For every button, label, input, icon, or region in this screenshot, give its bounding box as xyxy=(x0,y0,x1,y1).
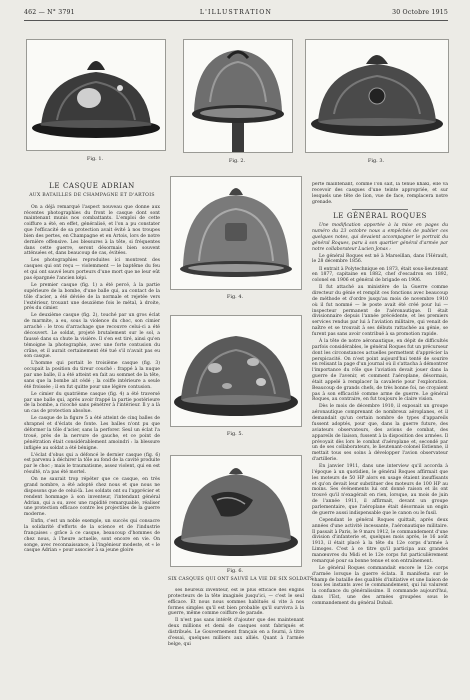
helmet-photo-fig3 xyxy=(305,39,449,153)
roques-paragraph: Il entrait à Polytechnique en 1873, était sous-lieutenant en 1877, capitaine en 1882, chef d'escadron en 1892, colonel en 1906 et général de brigade en 1906. xyxy=(312,266,448,284)
helmet-photo-fig2 xyxy=(183,39,293,153)
figures-group-caption: SIX CASQUES QUI ONT SAUVÉ LA VIE DE SIX SOLDATS. xyxy=(168,577,315,582)
adrian-paragraph: L'éclat d'obus qui a défoncé le dernier casque (fig. 6) est parvenu à déchirer la tôle au fond de la cavité produite par le choc ; mais le traumatisme, assez violent, qui en est résulté, n'a pas été mortel. xyxy=(24,452,160,476)
adrian-paragraph: Les photographies reproduites ici montrent des casques qui ont reçu — violemment — le baptême du feu et qui ont sauvé leurs porteurs d'une mort que ne leur eût pas épargnée l'ancien képi. xyxy=(24,258,160,281)
adrian-paragraph: Le cimier du quatrième casque (fig. 4) a été traversé par une balle qui, après avoir frappé la partie postérieure de la bombe, a ricoché sans pénétrer à l'intérieur. Il y a là un cas de protection absolue. xyxy=(24,391,160,415)
roques-article-column xyxy=(312,182,448,692)
issue-date: 30 Octobre 1915 xyxy=(392,9,448,16)
adrian-article-title: LE CASQUE ADRIAN xyxy=(49,182,135,190)
adrian-article-subtitle: AUX BATAILLES DE CHAMPAGNE ET D'ARTOIS xyxy=(29,192,155,198)
fig4-caption: Fig. 4. xyxy=(226,294,244,300)
page-header xyxy=(24,9,448,19)
roques-paragraph: Le général Roques est né à Marseillan, dans l'Hérault, le 28 décembre 1856. xyxy=(312,253,448,265)
roques-paragraph: Il fut attaché au ministère de la Guerre comme directeur du génie et remplit ces fonctions avec beaucoup de méthode et d'ordre jusqu'au mois de novembre 1910 où il fut nommé — le poste avait été créé pour lui — inspecteur permanent de l'aéronautique. Il était divisionnaire depuis l'année précédente, et les premiers services rendus par lui à l'aviation militaire, qui venait de naître et se trouvait à ses débuts rattachée au génie, se furent pas sans avoir contribué à sa promotion rapide. xyxy=(312,285,448,337)
fig1-caption: Fig. 1. xyxy=(86,156,104,162)
roques-article-title: LE GÉNÉRAL ROQUES xyxy=(333,212,427,221)
adrian-article-column xyxy=(24,182,160,692)
adrian-paragraph: Enfin, c'est un noble exemple, un succès qui consacre la solidarité d'efforts de la science et de l'industrie françaises : grâce à ce casque, beaucoup d'hommes de chez nous, à l'heure actuelle, sont encore en vie. On songe, avec reconnaissance, à l'ingénieur modeste, et « le casque Adrian » pour associer à sa jeune gloire xyxy=(24,519,160,554)
roques-editorial-note: Une modification apportée à la mise en pages du numéro du 23 octobre nous a empêchés de publier ces quelques notes, qui devaient accompagner le portrait du général Roques, paru à son quartier général d'armée par notre collaborateur Lucien Jonas : xyxy=(312,223,448,252)
helmet-photo-fig1 xyxy=(26,39,166,151)
roques-paragraph: En janvier 1911, dans une interview qu'il accorda à l'époque à un quotidien, le général Roques affirmait que les moteurs de 50 HP alors en usage étaient insuffisants et qu'on devait leur substituer des moteurs de 100 HP au moins. Ses événements lui ont donné raison et ils ont trouvé qu'il n'exagérait en rien, lorsque, au mois de juin de l'année 1911, il affirmait, devant un groupe parlementaire, que l'aéroplane était désormais un engin de guerre aussi indispensable que le canon ou le fusil. xyxy=(312,464,448,516)
adrian-paragraph: Le premier casque (fig. 1) a été percé, à la partie supérieure de la bombe, d'une balle qui, au contact de la tôle d'acier, a été déviée de la normale et rejetée vers l'extérieur, trouant une deuxième fois le métal, à droite, près du cimier. xyxy=(24,283,160,312)
roques-paragraph: Cependant le général Roques quittait, après deux années d'une activité incessante, l'aéronautique militaire. Il passait à Paris, le 9 mars 1912, le commandement d'une division d'infanterie et, quelques mois après, le 16 août 1913, il était placé à la tête du 12e corps d'armée à Limoges. C'est à ce titre qu'il participa aux grandes manœuvres du Midi et le 12e corps fut particulièrement remarqué pour sa bonne tenue et son entraînement. xyxy=(312,517,448,564)
adrian-continuation-column xyxy=(168,588,304,692)
adrian-paragraph: On a déjà remarqué l'aspect nouveau que donne aux récentes photographies du front le casque dont sont maintenant munis nos combattants. L'emploi de cette coiffure a été, en effet, généralisé, et l'on a pu constater que l'efficacité de sa protection avait évité à nos troupes bien des pertes, en Champagne et en Artois, lors de notre dernière offensive. Les blessures à la tête, si fréquentes dans cette guerre, seront désormais bien souvent atténuées et, dans beaucoup de cas, évitées. xyxy=(24,204,160,257)
adrian-paragraph: Le deuxième casque (fig. 2), touché par un gros éclat de marmite, a eu, sous la violence du choc, son cimier arraché : le trou d'arrachage que recouvre celui-ci a été découvert. Le soldat, projeté brutalement sur le sol, a faussé dans sa chute la visière. Il s'en est tiré, ainsi qu'en témoigne la photographie, avec une forte contusion du crâne, et il aurait certainement été tué s'il n'avait pas eu son casque. xyxy=(24,313,160,360)
adrian-paragraph: Le casque de la figure 5 a été atteint de cinq balles de shrapnel et d'éclats de fonte. Les balles n'ont pu que déformer la tôle d'acier, sans la perforer. Seul un éclat l'a troué, près de la nervure de gauche, et ce point de pénétration était considérablement amoindri : la blessure infligée au soldat a été bénigne. xyxy=(24,416,160,451)
helmet-photo-fig5 xyxy=(170,315,302,427)
fig5-caption: Fig. 5. xyxy=(226,431,244,437)
helmet-photo-fig6 xyxy=(170,455,302,567)
header-rule xyxy=(24,20,448,21)
fig2-caption: Fig. 2. xyxy=(228,158,246,164)
roques-paragraph: Le général Roques commandait encore le 12e corps d'armée lorsque la guerre éclata. Il manifesta sur le champ de bataille des qualités d'initiative et une liaison de tous les instants avec le commandement, qui lui valurent la confiance du généralissime. Il commande aujourd'hui, dans l'Est, une des armées groupées sous le commandement du général Dubail. xyxy=(312,565,448,606)
helmet-photo-fig4 xyxy=(170,176,302,290)
publication-title: L'ILLUSTRATION xyxy=(199,9,273,16)
roques-paragraph: Dès le mois de décembre 1910, il exposait un groupe aéronautique comprenant de nombreux aéroplanes, et il demandait qu'un certain nombre de types d'appareils fussent adoptés, pour que, dans la guerre future, des aviateurs observateurs, des avions de combat, des appareils de liaison, fussent à la disposition des armées. Il prévoyait dès lors le combat d'aéroplane et, secondé par un de ses collaborateurs, le lieutenant-colonel Estienne, il mettait tous ses soins à développer l'avion observateur d'artillerie. xyxy=(312,404,448,463)
page-number: 462 — N° 3791 xyxy=(24,9,75,16)
adrian-paragraph: On ne saurait trop répéter que ce casque, en très grand nombre, a été adopté chez nous et que nous ne disposons que de celui-là. Les soldats ont su l'apprécier et rendent hommage à son inventeur, l'intendant général Adrian, qui a su, avec une rapidité remarquable, réaliser une protection efficace contre les projectiles de la guerre moderne. xyxy=(24,477,160,518)
fig6-caption: Fig. 6. xyxy=(226,568,244,574)
article-separator xyxy=(352,209,408,210)
fig3-caption: Fig. 3. xyxy=(367,158,385,164)
adrian-paragraph: ses heureux inventeur, est le plus efficace des engins protecteurs de la tête imaginés jusqu'ici, — c'est le seul efficace. Et nous nous sommes habitués si vite à nos formes simples qu'il est bien probable qu'il survivra à la guerre, même comme coiffure de parade. xyxy=(168,588,304,617)
roques-paragraph: À la tête de notre aéronautique, en dépit de difficultés parfois considérables, le général Roques fut un précurseur dont les circonstances actuelles permettent d'apprécier la perspicacité. On n'est point aujourd'hui tenté de sourire en relisant la page d'un journal où il s'attacha à démontrer l'importance du rôle que l'aviation devait jouer dans la guerre de l'avenir, et comment l'aéroplane, désormais, était appelé à remplacer la cavalerie pour l'exploration. Beaucoup de grands chefs, de très bonne foi, ne croyaient pas à son efficacité comme arme de guerre. Le général Roques, au contraire, en fut toujours le claire vision. xyxy=(312,339,448,403)
adrian-paragraph: L'homme qui portait le troisième casque (fig. 3) occupait la position du tireur couché : frappé à la nuque par une balle, il a été atteint en fait au sommet de la tête, sans que la bombe ait cédé ; la coiffe intérieure a seule été froissée ; il en fut quitte pour une légère contusion. xyxy=(24,361,160,390)
adrian-paragraph: Il n'est pas sans intérêt d'ajouter que des maintenant deux millions et demi de casques sont fabriqués et distribués. Le Gouvernement français en a fourni, à titre d'essai, quelques milliers aux alliés. Quant à l'armée belge, qui xyxy=(168,618,304,647)
adrian-article-ending: perte maintenant, comme l'on sait, la tenue khaki, elle va recevoir des casques d'une teinte appropriée, et sur lesquels une tête de lion, vue de face, remplacera notre grenade. xyxy=(312,182,448,205)
